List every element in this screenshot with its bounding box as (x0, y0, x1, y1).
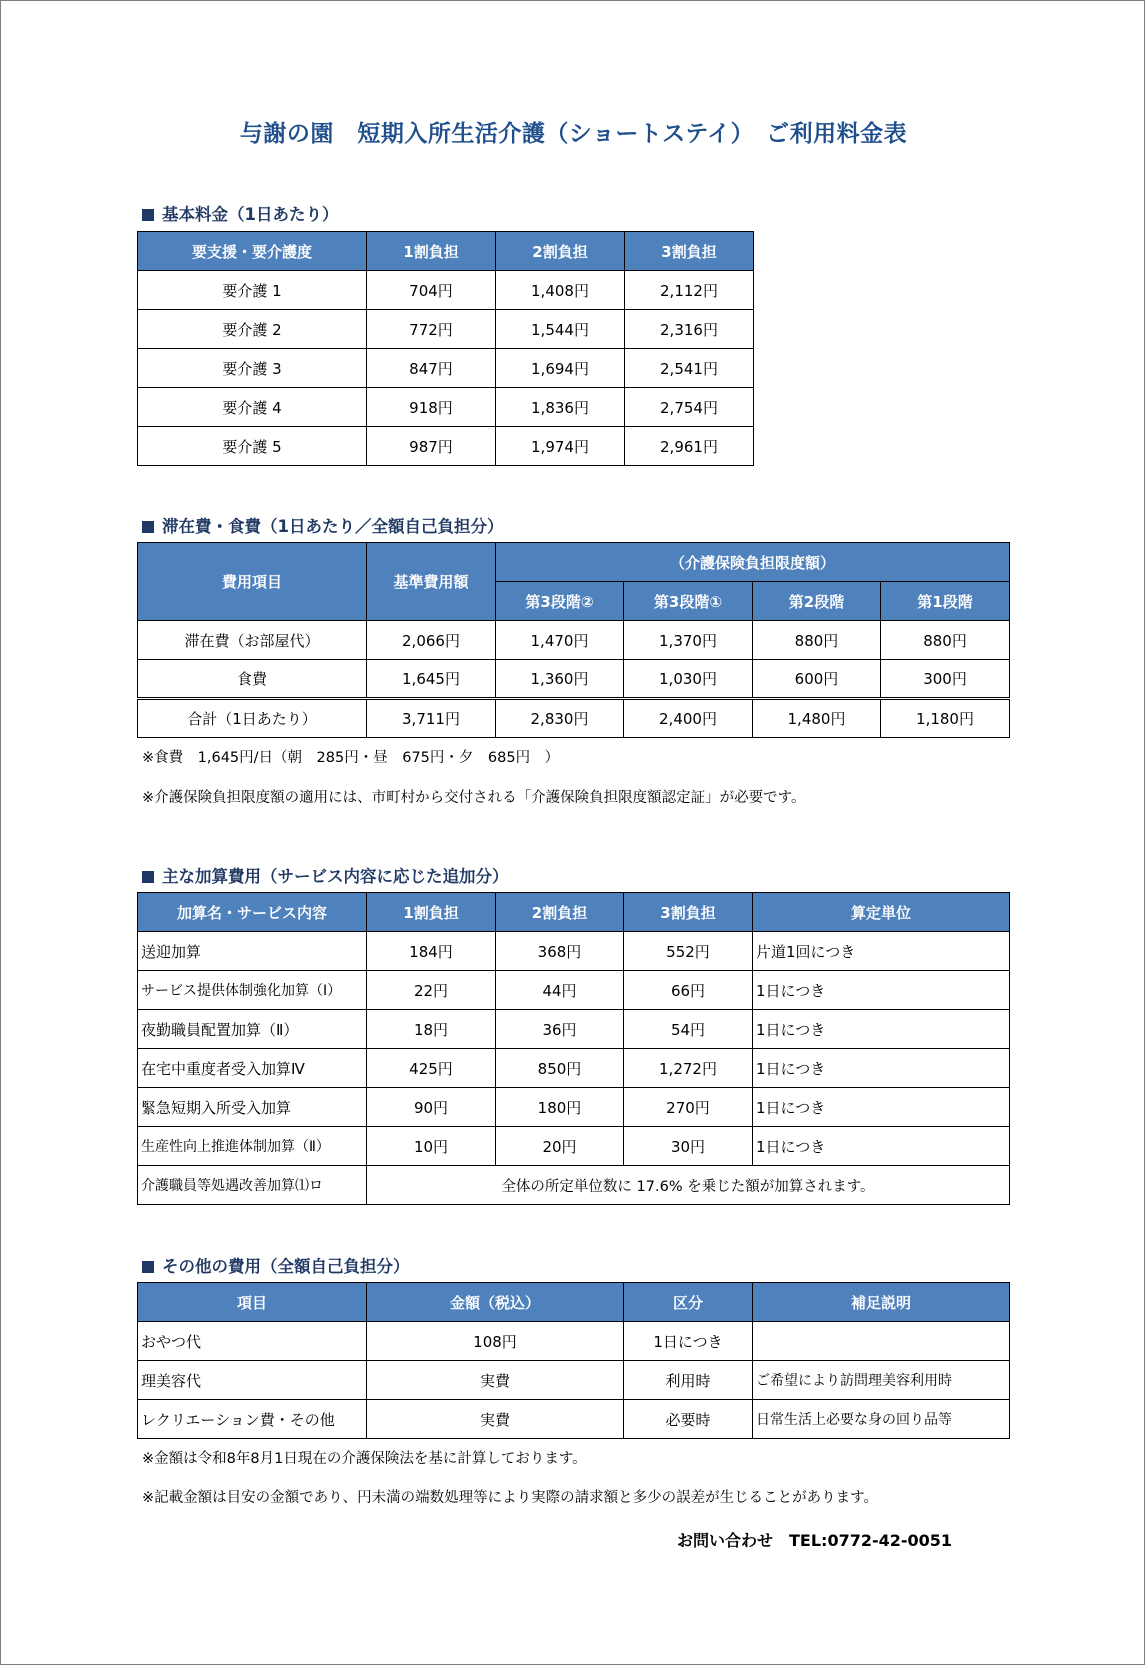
table-cell: 実費 (367, 1400, 624, 1439)
table-header: 1割負担 (367, 893, 496, 932)
table-header-group: （介護保険負担限度額） (496, 543, 1010, 582)
table-header: 2割負担 (496, 232, 625, 271)
table-cell: 1,360円 (496, 660, 624, 699)
table-cell: 実費 (367, 1361, 624, 1400)
table-cell: 1日につき (753, 1010, 1010, 1049)
table-cell: 1,272円 (624, 1049, 753, 1088)
table-row (138, 1322, 1010, 1361)
table-cell: 270円 (624, 1088, 753, 1127)
table-cell: 1,480円 (753, 699, 881, 738)
table-cell: 90円 (367, 1088, 496, 1127)
table-cell: 日常生活上必要な身の回り品等 (753, 1400, 1010, 1439)
table-cell: 要介護 2 (138, 310, 367, 349)
table-row (138, 1088, 1010, 1127)
table-cell: 300円 (881, 660, 1010, 699)
table-row (138, 1361, 1010, 1400)
table-cell: おやつ代 (138, 1322, 367, 1361)
table-header: 項目 (138, 1283, 367, 1322)
table-cell: 847円 (367, 349, 496, 388)
section-heading-text: 主な加算費用（サービス内容に応じた追加分） (162, 867, 509, 886)
table-row (138, 388, 754, 427)
page-title: 与謝の園 短期入所生活介護（ショートステイ） ご利用料金表 (239, 121, 908, 147)
table-header: 費用項目 (138, 543, 367, 621)
table-cell: 918円 (367, 388, 496, 427)
table-header: 3割負担 (625, 232, 754, 271)
section-heading-text: その他の費用（全額自己負担分） (162, 1257, 410, 1276)
table-row (138, 1400, 1010, 1439)
table-cell: 1,836円 (496, 388, 625, 427)
stay-meal-table (137, 542, 1010, 738)
table-cell: 850円 (496, 1049, 624, 1088)
table-cell: 180円 (496, 1088, 624, 1127)
law-note: ※金額は令和8年8月1日現在の介護保険法を基に計算しております。 (142, 1451, 587, 1467)
table-row (138, 1127, 1010, 1166)
section-heading-basic (142, 201, 338, 225)
table-cell: 1,974円 (496, 427, 625, 466)
table-cell: 18円 (367, 1010, 496, 1049)
meal-note: ※食費 1,645円/日（朝 285円・昼 675円・夕 685円 ） (142, 750, 560, 766)
table-cell: 夜勤職員配置加算（Ⅱ） (138, 1010, 367, 1049)
basic-fee-table (137, 231, 754, 466)
table-header: 要支援・要介護度 (138, 232, 367, 271)
table-header: 第2段階 (753, 582, 881, 621)
table-row (138, 971, 1010, 1010)
table-row (138, 271, 754, 310)
table-header: 第3段階② (496, 582, 624, 621)
table-cell: 1,470円 (496, 621, 624, 660)
table-cell: 600円 (753, 660, 881, 699)
table-cell: 108円 (367, 1322, 624, 1361)
table-header: 加算名・サービス内容 (138, 893, 367, 932)
table-cell: 1日につき (753, 1127, 1010, 1166)
table-cell: 食費 (138, 660, 367, 699)
table-cell: 1日につき (753, 971, 1010, 1010)
table-cell: 1,370円 (624, 621, 753, 660)
table-header: 1割負担 (367, 232, 496, 271)
table-cell: 1,694円 (496, 349, 625, 388)
table-header: 3割負担 (624, 893, 753, 932)
table-row (138, 427, 754, 466)
estimate-note: ※記載金額は目安の金額であり、円未満の端数処理等により実際の請求額と多少の誤差が生じることがあります。 (142, 1490, 878, 1506)
table-cell: 2,112円 (625, 271, 754, 310)
table-header: 第1段階 (881, 582, 1010, 621)
table-cell: 理美容代 (138, 1361, 367, 1400)
table-header: 第3段階① (624, 582, 753, 621)
table-cell: 30円 (624, 1127, 753, 1166)
table-cell: 1日につき (753, 1049, 1010, 1088)
addon-fee-table (137, 892, 1010, 1205)
table-cell: 987円 (367, 427, 496, 466)
table-cell: 片道1回につき (753, 932, 1010, 971)
table-cell: 44円 (496, 971, 624, 1010)
table-cell: 要介護 4 (138, 388, 367, 427)
table-cell: 要介護 3 (138, 349, 367, 388)
table-cell: 36円 (496, 1010, 624, 1049)
table-cell: 880円 (753, 621, 881, 660)
table-row-total (138, 699, 1010, 738)
table-cell: 必要時 (624, 1400, 753, 1439)
table-cell: 1,408円 (496, 271, 625, 310)
table-header: 補足説明 (753, 1283, 1010, 1322)
table-cell: 利用時 (624, 1361, 753, 1400)
section-heading-stay (142, 513, 503, 537)
table-cell: 1,030円 (624, 660, 753, 699)
table-row (138, 1166, 1010, 1205)
table-cell: 2,830円 (496, 699, 624, 738)
table-header: 2割負担 (496, 893, 624, 932)
table-cell: 1,180円 (881, 699, 1010, 738)
other-fee-table (137, 1282, 1010, 1439)
table-cell: 1日につき (753, 1088, 1010, 1127)
table-cell: 2,066円 (367, 621, 496, 660)
table-cell-merged: 全体の所定単位数に 17.6% を乗じた額が加算されます。 (367, 1166, 1010, 1205)
table-cell: 1,544円 (496, 310, 625, 349)
table-cell: 1日につき (624, 1322, 753, 1361)
table-cell: 20円 (496, 1127, 624, 1166)
table-header: 区分 (624, 1283, 753, 1322)
table-cell: 704円 (367, 271, 496, 310)
table-cell: 1,645円 (367, 660, 496, 699)
table-header: 金額（税込） (367, 1283, 624, 1322)
table-cell (753, 1322, 1010, 1361)
table-cell: 要介護 1 (138, 271, 367, 310)
table-cell: 54円 (624, 1010, 753, 1049)
table-cell: 2,400円 (624, 699, 753, 738)
table-cell: 772円 (367, 310, 496, 349)
table-cell: 緊急短期入所受入加算 (138, 1088, 367, 1127)
table-cell: 生産性向上推進体制加算（Ⅱ） (138, 1127, 367, 1166)
table-cell: 425円 (367, 1049, 496, 1088)
section-heading-addon (142, 863, 509, 887)
table-cell: 2,316円 (625, 310, 754, 349)
table-cell: 184円 (367, 932, 496, 971)
table-cell: レクリエーション費・その他 (138, 1400, 367, 1439)
table-cell: ご希望により訪問理美容利用時 (753, 1361, 1010, 1400)
table-row (138, 660, 1010, 699)
table-cell: 22円 (367, 971, 496, 1010)
table-cell: 合計（1日あたり） (138, 699, 367, 738)
square-bullet-icon (142, 871, 154, 883)
table-cell: 2,541円 (625, 349, 754, 388)
table-cell: 368円 (496, 932, 624, 971)
table-row (138, 310, 754, 349)
table-cell: 要介護 5 (138, 427, 367, 466)
table-header: 基準費用額 (367, 543, 496, 621)
table-cell: 552円 (624, 932, 753, 971)
table-row (138, 621, 1010, 660)
square-bullet-icon (142, 209, 154, 221)
table-cell: 2,961円 (625, 427, 754, 466)
section-heading-other (142, 1253, 410, 1277)
table-cell: 介護職員等処遇改善加算⑴ロ (138, 1166, 367, 1205)
square-bullet-icon (142, 521, 154, 533)
table-row (138, 1010, 1010, 1049)
square-bullet-icon (142, 1261, 154, 1273)
table-cell: 滞在費（お部屋代） (138, 621, 367, 660)
table-cell: 3,711円 (367, 699, 496, 738)
table-row (138, 349, 754, 388)
table-cell: 2,754円 (625, 388, 754, 427)
table-cell: 送迎加算 (138, 932, 367, 971)
section-heading-text: 滞在費・食費（1日あたり／全額自己負担分） (162, 517, 504, 536)
table-cell: 66円 (624, 971, 753, 1010)
table-cell: 880円 (881, 621, 1010, 660)
table-row (138, 1049, 1010, 1088)
section-heading-text: 基本料金（1日あたり） (162, 205, 339, 224)
limit-note: ※介護保険負担限度額の適用には、市町村から交付される「介護保険負担限度額認定証」が必要です。 (142, 790, 806, 806)
table-row (138, 932, 1010, 971)
table-cell: 10円 (367, 1127, 496, 1166)
table-cell: サービス提供体制強化加算（Ⅰ） (138, 971, 367, 1010)
table-header: 算定単位 (753, 893, 1010, 932)
table-cell: 在宅中重度者受入加算Ⅳ (138, 1049, 367, 1088)
contact-info: お問い合わせ TEL:0772-42-0051 (677, 1531, 953, 1550)
